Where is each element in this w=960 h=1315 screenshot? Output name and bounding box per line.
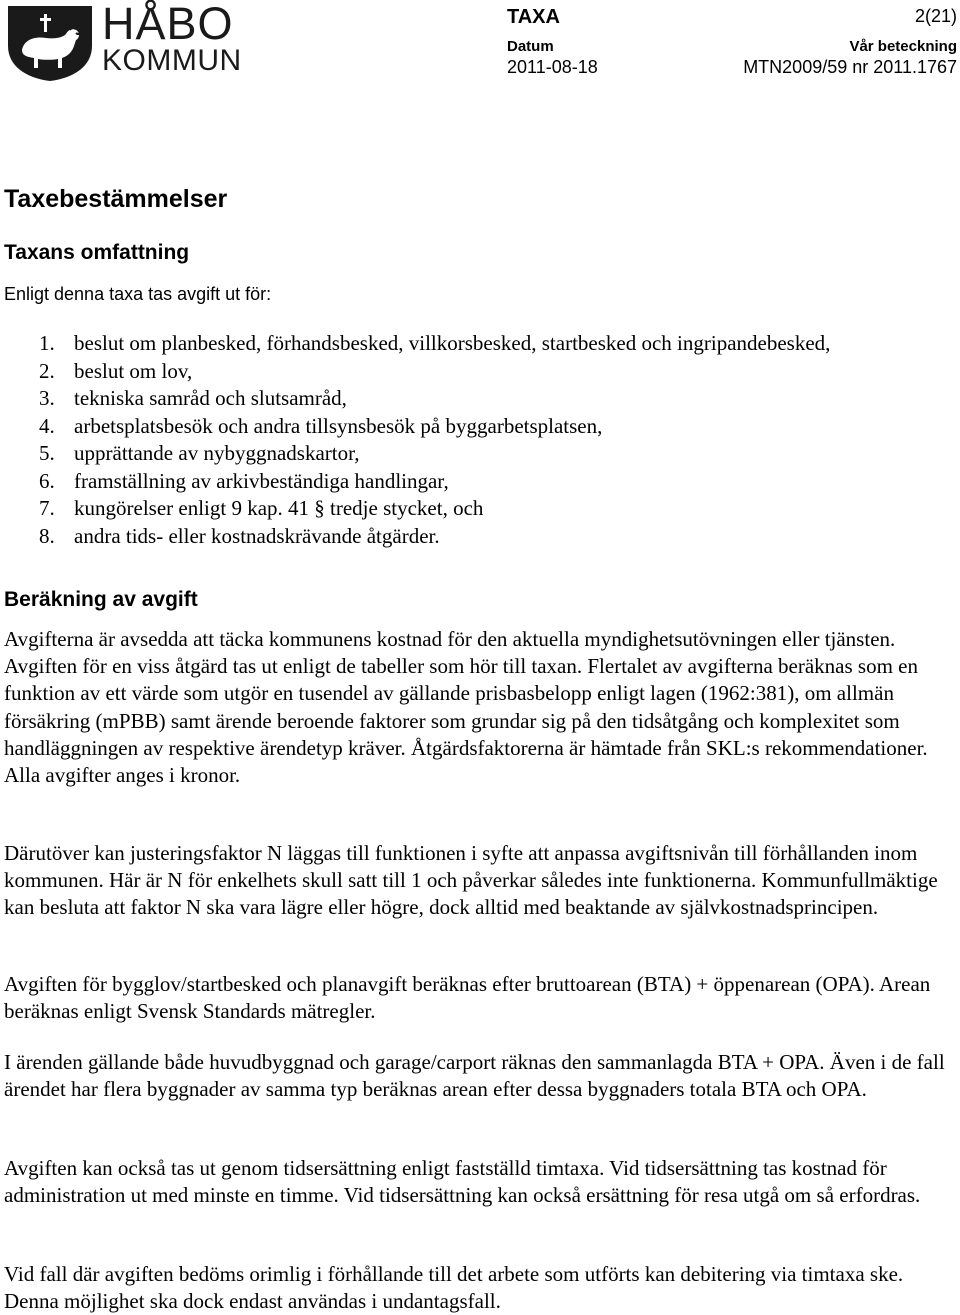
list-item-number: 7.: [39, 496, 55, 520]
list-item: [4, 330, 834, 358]
municipality-logo: [4, 0, 242, 82]
page-number: 2(21): [914, 6, 957, 26]
paragraph: Därutöver kan justeringsfaktor N läggas till funktionen i syfte att anpassa avgiftsnivån till förhållanden inom kommunen. Här är N för enkelhets skull satt till 1 och påverkar således inte funktionerna. Kommunfullmäktige kan besluta att faktor N ska vara lägre eller högre, dock alltid med beaktande av självkostnadsprincipen.: [4, 841, 938, 920]
document-type: TAXA: [507, 6, 560, 28]
list-item-number: 2.: [39, 358, 55, 383]
paragraph: Avgiften för bygglov/startbesked och planavgift beräknas efter bruttoarean (BTA) + öppenarean (OPA). Arean beräknas enligt Svensk Standards mätregler.: [4, 972, 931, 1024]
paragraph: Avgifterna är avsedda att täcka kommunens kostnad för den aktuella myndighetsutövningen eller tjänsten. Avgiften för en viss åtgärd tas ut enligt de tabeller som hör till taxan. Flertalet av avgifterna beräknas som en funktion av ett värde som utgör en tusendel av gällande prisbasbelopp enligt lagen (1962:381), om allmän försäkring (mPBB) samt ärende beroende faktorer som grundar sig på den tidsåtgång och komplexitet som handläggningen av respektive ärendetyp kräver. Åtgärdsfaktorerna är hämtade från SKL:s rekommendationer. Alla avgifter anges i kronor.: [4, 627, 928, 788]
list-item-number: 8.: [39, 523, 55, 548]
list-item: [4, 523, 834, 551]
scope-intro: Enligt denna taxa tas avgift ut för:: [4, 284, 272, 304]
page-title: Taxebestämmelser: [4, 185, 228, 213]
list-item: [4, 440, 834, 468]
logo-line-1: HÅBO: [102, 0, 234, 49]
reference-label: Vår beteckning: [849, 38, 957, 55]
list-item: [4, 358, 834, 386]
paragraph: I ärenden gällande både huvudbyggnad och garage/carport räknas den sammanlagda BTA + OPA. Även i de fall ärendet har flera byggnader av samma typ beräknas arean efter dessa byggnaders totala BTA och OPA.: [4, 1050, 945, 1102]
list-item-number: 4.: [39, 413, 55, 438]
list-item-text: upprättande av nybyggnadskartor,: [74, 441, 360, 465]
fee-item-list: [4, 330, 834, 550]
list-item-text: beslut om planbesked, förhandsbesked, villkorsbesked, startbesked och ingripandebesked,: [74, 331, 831, 355]
logo-wordmark: [102, 2, 242, 76]
date-label: Datum: [507, 38, 554, 55]
coat-of-arms-icon: [4, 2, 96, 82]
list-item: [4, 495, 834, 523]
list-item: [4, 468, 834, 496]
list-item-number: 3.: [39, 386, 55, 410]
list-item-text: kungörelser enligt 9 kap. 41 § tredje stycket, och: [74, 496, 484, 520]
list-item-text: beslut om lov,: [74, 358, 193, 383]
list-item-text: framställning av arkivbeständiga handlingar,: [74, 468, 449, 493]
list-item-text: tekniska samråd och slutsamråd,: [74, 386, 347, 410]
section-heading-scope: Taxans omfattning: [4, 241, 190, 264]
list-item-text: andra tids- eller kostnadskrävande åtgärder.: [74, 523, 440, 548]
list-item-number: 6.: [39, 468, 55, 493]
list-item: [4, 385, 834, 413]
list-item-text: arbetsplatsbesök och andra tillsynsbesök på byggarbetsplatsen,: [74, 413, 603, 438]
list-item-number: 1.: [39, 331, 55, 355]
paragraph: Vid fall där avgiften bedöms orimlig i förhållande till det arbete som utförts kan debitering via timtaxa ske. Denna möjlighet ska dock endast användas i undantagsfall.: [4, 1262, 904, 1314]
list-item: [4, 413, 834, 441]
section-heading-calculation: Beräkning av avgift: [4, 588, 198, 611]
logo-line-2: KOMMUN: [102, 44, 242, 77]
list-item-number: 5.: [39, 441, 55, 465]
document-date: 2011-08-18: [507, 57, 598, 77]
document-reference: MTN2009/59 nr 2011.1767: [743, 57, 957, 77]
paragraph: Avgiften kan också tas ut genom tidsersättning enligt fastställd timtaxa. Vid tidsersättning tas kostnad för administration ut med minste en timme. Vid tidsersättning kan också ersättning för resa utgå om så erfordras.: [4, 1156, 921, 1208]
